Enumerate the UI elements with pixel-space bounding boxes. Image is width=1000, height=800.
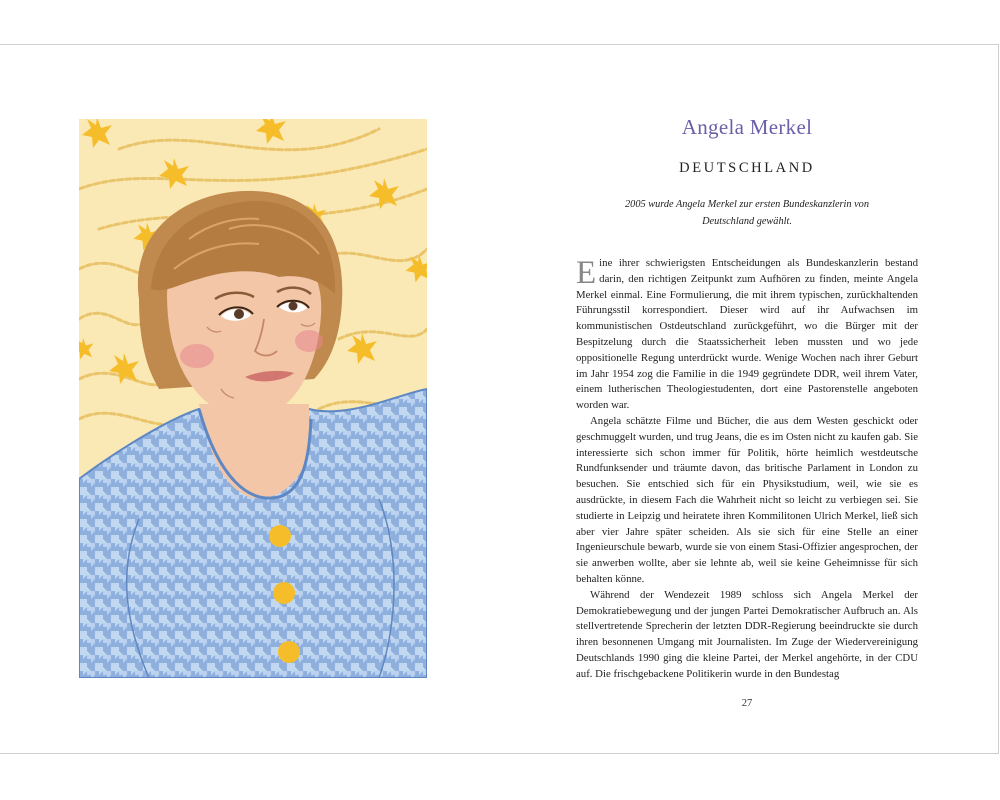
country-heading: DEUTSCHLAND	[679, 160, 815, 176]
portrait-illustration	[79, 119, 427, 678]
person-name-heading: Angela Merkel	[681, 115, 813, 139]
paragraph	[576, 256, 918, 414]
paragraph: Angela schätzte Filme und Bücher, die aus dem Westen geschickt oder geschmuggelt wurden, und trug Jeans, die es im Osten nicht zu kaufen gab. Sie interessierte sich schon immer für Politik, hörte heimlich westdeutsche Rundfunksender und träumte davon, das britische Parlament in London zu besuchen. Sie entschied sich für ein Physikstudium, weil, wie sie es ausdrückte, in diesem Fach die Wahrheit nicht so leicht zu verbiegen sei. Sie studierte in Leipzig und heiratete ihren Kommilitonen Ulrich Merkel, ließ sich aber vier Jahre später scheiden. Als sie sich für eine Stelle an einer Ingenieurschule bewarb, wurde sie von einem Stasi-Offizier angesprochen, der sie anwerben wollte, aber sie lehnte ab, weil sie keine Geheimnisse für sich behalten könne.	[576, 414, 918, 585]
dropcap-letter: E	[576, 255, 597, 291]
paragraph-text: ine ihrer schwierigsten Entscheidungen als Bundeskanzlerin bestand darin, den richtigen Zeitpunkt zum Aufhören zu finden, meinte Angela Merkel einmal. Eine Formulierung, die mit ihrem typischen, zurückhaltenden Führungsstil korrespondiert. Dieser wird auf ihr Aufwachsen im kommunistischen Ostdeutschland zurückgeführt, wo die Bürger mit der Bespitzelung durch die Staatssicherheit leben mussten und wo jede oppositionelle Regung unterdrückt wurde. Wenige Wochen nach ihrer Geburt im Jahr 1954 zog die Familie in die 1949 gegründete DDR, weil ihrem Vater, einem lutherischen Theologiestudenten, dort eine Pastorenstelle angeboten worden war.	[576, 257, 918, 412]
paragraph: Während der Wendezeit 1989 schloss sich Angela Merkel der Demokratiebewegung und der jungen Partei Demokratischer Aufbruch an. Als stellvertretende Sprecherin der letzten DDR-Regierung beeindruckte sie durch ihren besonnenen Umgang mit Journalisten. Im Zuge der Wiedervereinigung Deutschlands 1990 ging die kleine Partei, der Merkel angehörte, in der CDU auf. Die frischgebackene Politikerin wurde in den Bundestag	[576, 588, 918, 680]
page-number: 27	[741, 698, 753, 709]
intro-caption: 2005 wurde Angela Merkel zur ersten Bundeskanzlerin von Deutschland gewählt.	[625, 199, 869, 227]
body-text	[576, 256, 918, 683]
text-page	[576, 0, 918, 800]
